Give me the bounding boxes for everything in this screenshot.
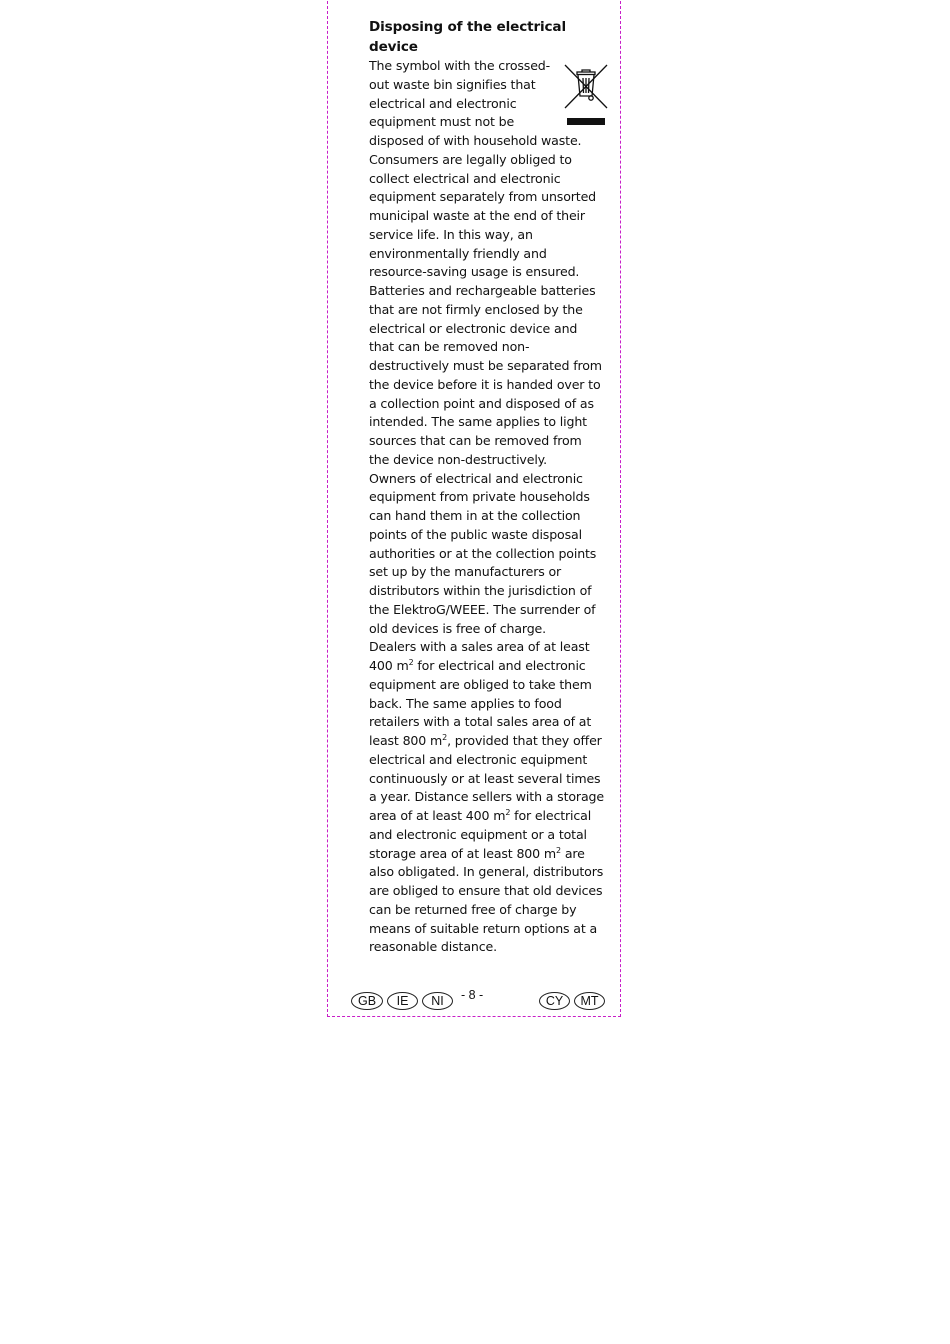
country-badge-cy: CY (539, 992, 570, 1010)
page-number: - 8 - (461, 988, 484, 1002)
disposal-section (369, 18, 605, 957)
country-badge-ni: NI (422, 992, 453, 1010)
paragraph-dealers: Dealers with a sales area of at least 400 $m^2$ for electrical and electronic equipment are obliged to take them back. The same applies to food retailers with a total sales area of at least 800 $m^2$, provided that they offer electrical and electronic equipment continuously or at least several times a year. Distance sellers with a storage area of at least 400 $m^2$ for electrical and electronic equipment or a total storage area of at least 800 $m^2$ are also obligated. In general, distributors are obliged to ensure that old devices can be returned free of charge by means of suitable return options at a reasonable distance. (369, 639, 604, 955)
page-footer (351, 988, 609, 1014)
country-badge-gb: GB (351, 992, 383, 1010)
crossed-out-wheelie-bin-icon (561, 60, 611, 128)
paragraph-symbol: The symbol with the crossed-out waste bin signifies that electrical and electronic equipment must not be disposed of with household waste. Consumers are legally obliged to collect electrical and electronic equipment separately from unsorted municipal waste at the end of their service life. In this way, an environmentally friendly and resource-saving usage is ensured. (369, 58, 597, 280)
country-badge-mt: MT (574, 992, 605, 1010)
country-badge-ie: IE (387, 992, 418, 1010)
section-heading: Disposing of the electrical device (369, 19, 566, 55)
paragraph-batteries: Batteries and rechargeable batteries that are not firmly enclosed by the electrical or electronic device and that can be removed non-destructively must be separated from the device before it is handed over to a collection point and disposed of as intended. The same applies to light sources that can be removed from the device non-destructively. (369, 283, 602, 467)
paragraph-owners: Owners of electrical and electronic equipment from private households can hand them in at the collection points of the public waste disposal authorities or at the collection points set up by the manufacturers or distributors within the jurisdiction of the ElektroG/WEEE. The surrender of old devices is free of charge. (369, 470, 597, 636)
